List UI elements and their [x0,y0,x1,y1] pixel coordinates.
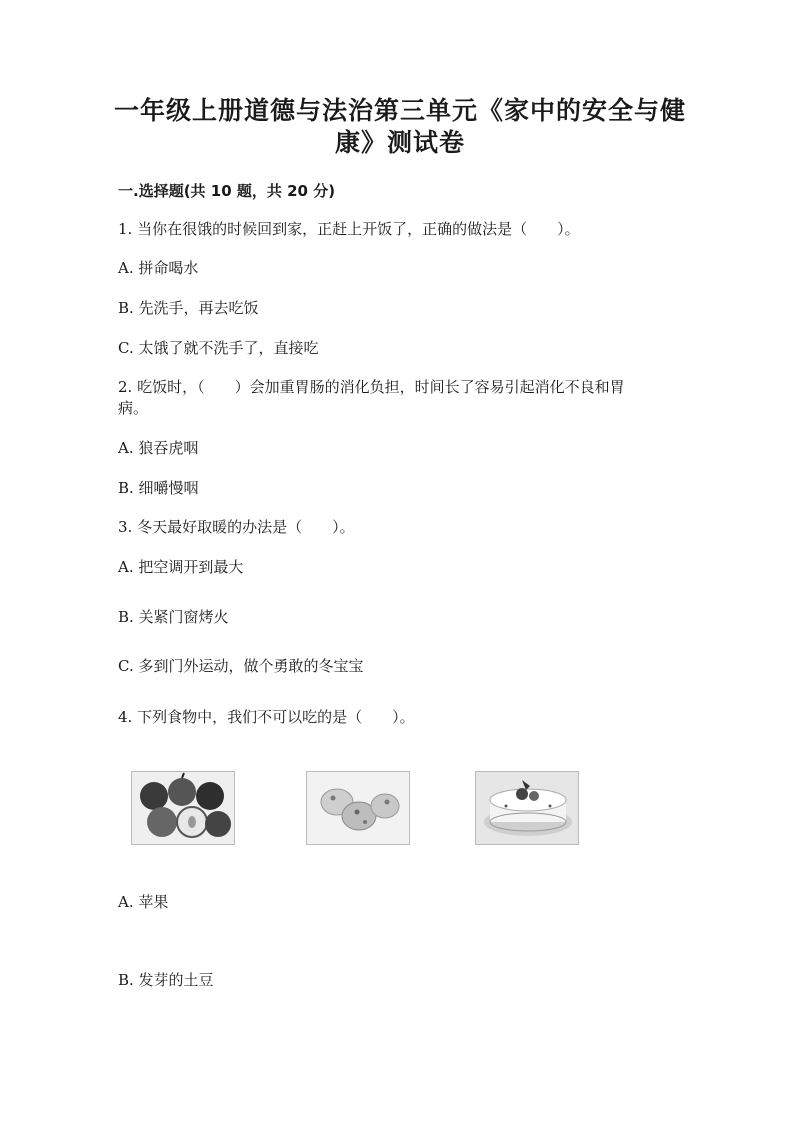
question-3-option-a: A. 把空调开到最大 [118,558,244,576]
question-4-option-b: B. 发芽的土豆 [118,971,214,989]
question-2-stem-line2: 病。 [118,399,149,417]
question-3-stem: 3. 冬天最好取暖的办法是（ ）。 [118,518,355,536]
question-2-option-a: A. 狼吞虎咽 [118,439,199,457]
potatoes-image [306,771,410,845]
question-4-stem: 4. 下列食物中，我们不可以吃的是（ ）。 [118,708,415,726]
question-4-option-a: A. 苹果 [118,893,169,911]
question-2-stem-line1: 2. 吃饭时，（ ）会加重胃肠的消化负担，时间长了容易引起消化不良和胃 [118,378,625,396]
page-title-line1: 一年级上册道德与法治第三单元《家中的安全与健 [113,96,686,125]
question-3-option-b: B. 关紧门窗烤火 [118,608,229,626]
question-1-option-a: A. 拼命喝水 [118,259,199,277]
cake-image [475,771,579,845]
potato-icon [307,772,409,844]
page-title-line2: 康》测试卷 [334,128,465,157]
question-1-option-b: B. 先洗手，再去吃饭 [118,299,259,317]
question-1-stem: 1. 当你在很饿的时候回到家，正赶上开饭了，正确的做法是（ ）。 [118,220,580,238]
question-1-option-c: C. 太饿了就不洗手了，直接吃 [118,339,319,357]
question-2-option-b: B. 细嚼慢咽 [118,479,199,497]
apples-icon [132,772,234,844]
apples-image [131,771,235,845]
cake-icon [476,772,578,844]
section-header: 一.选择题(共 10 题，共 20 分) [118,182,336,200]
question-3-option-c: C. 多到门外运动，做个勇敢的冬宝宝 [118,657,364,675]
